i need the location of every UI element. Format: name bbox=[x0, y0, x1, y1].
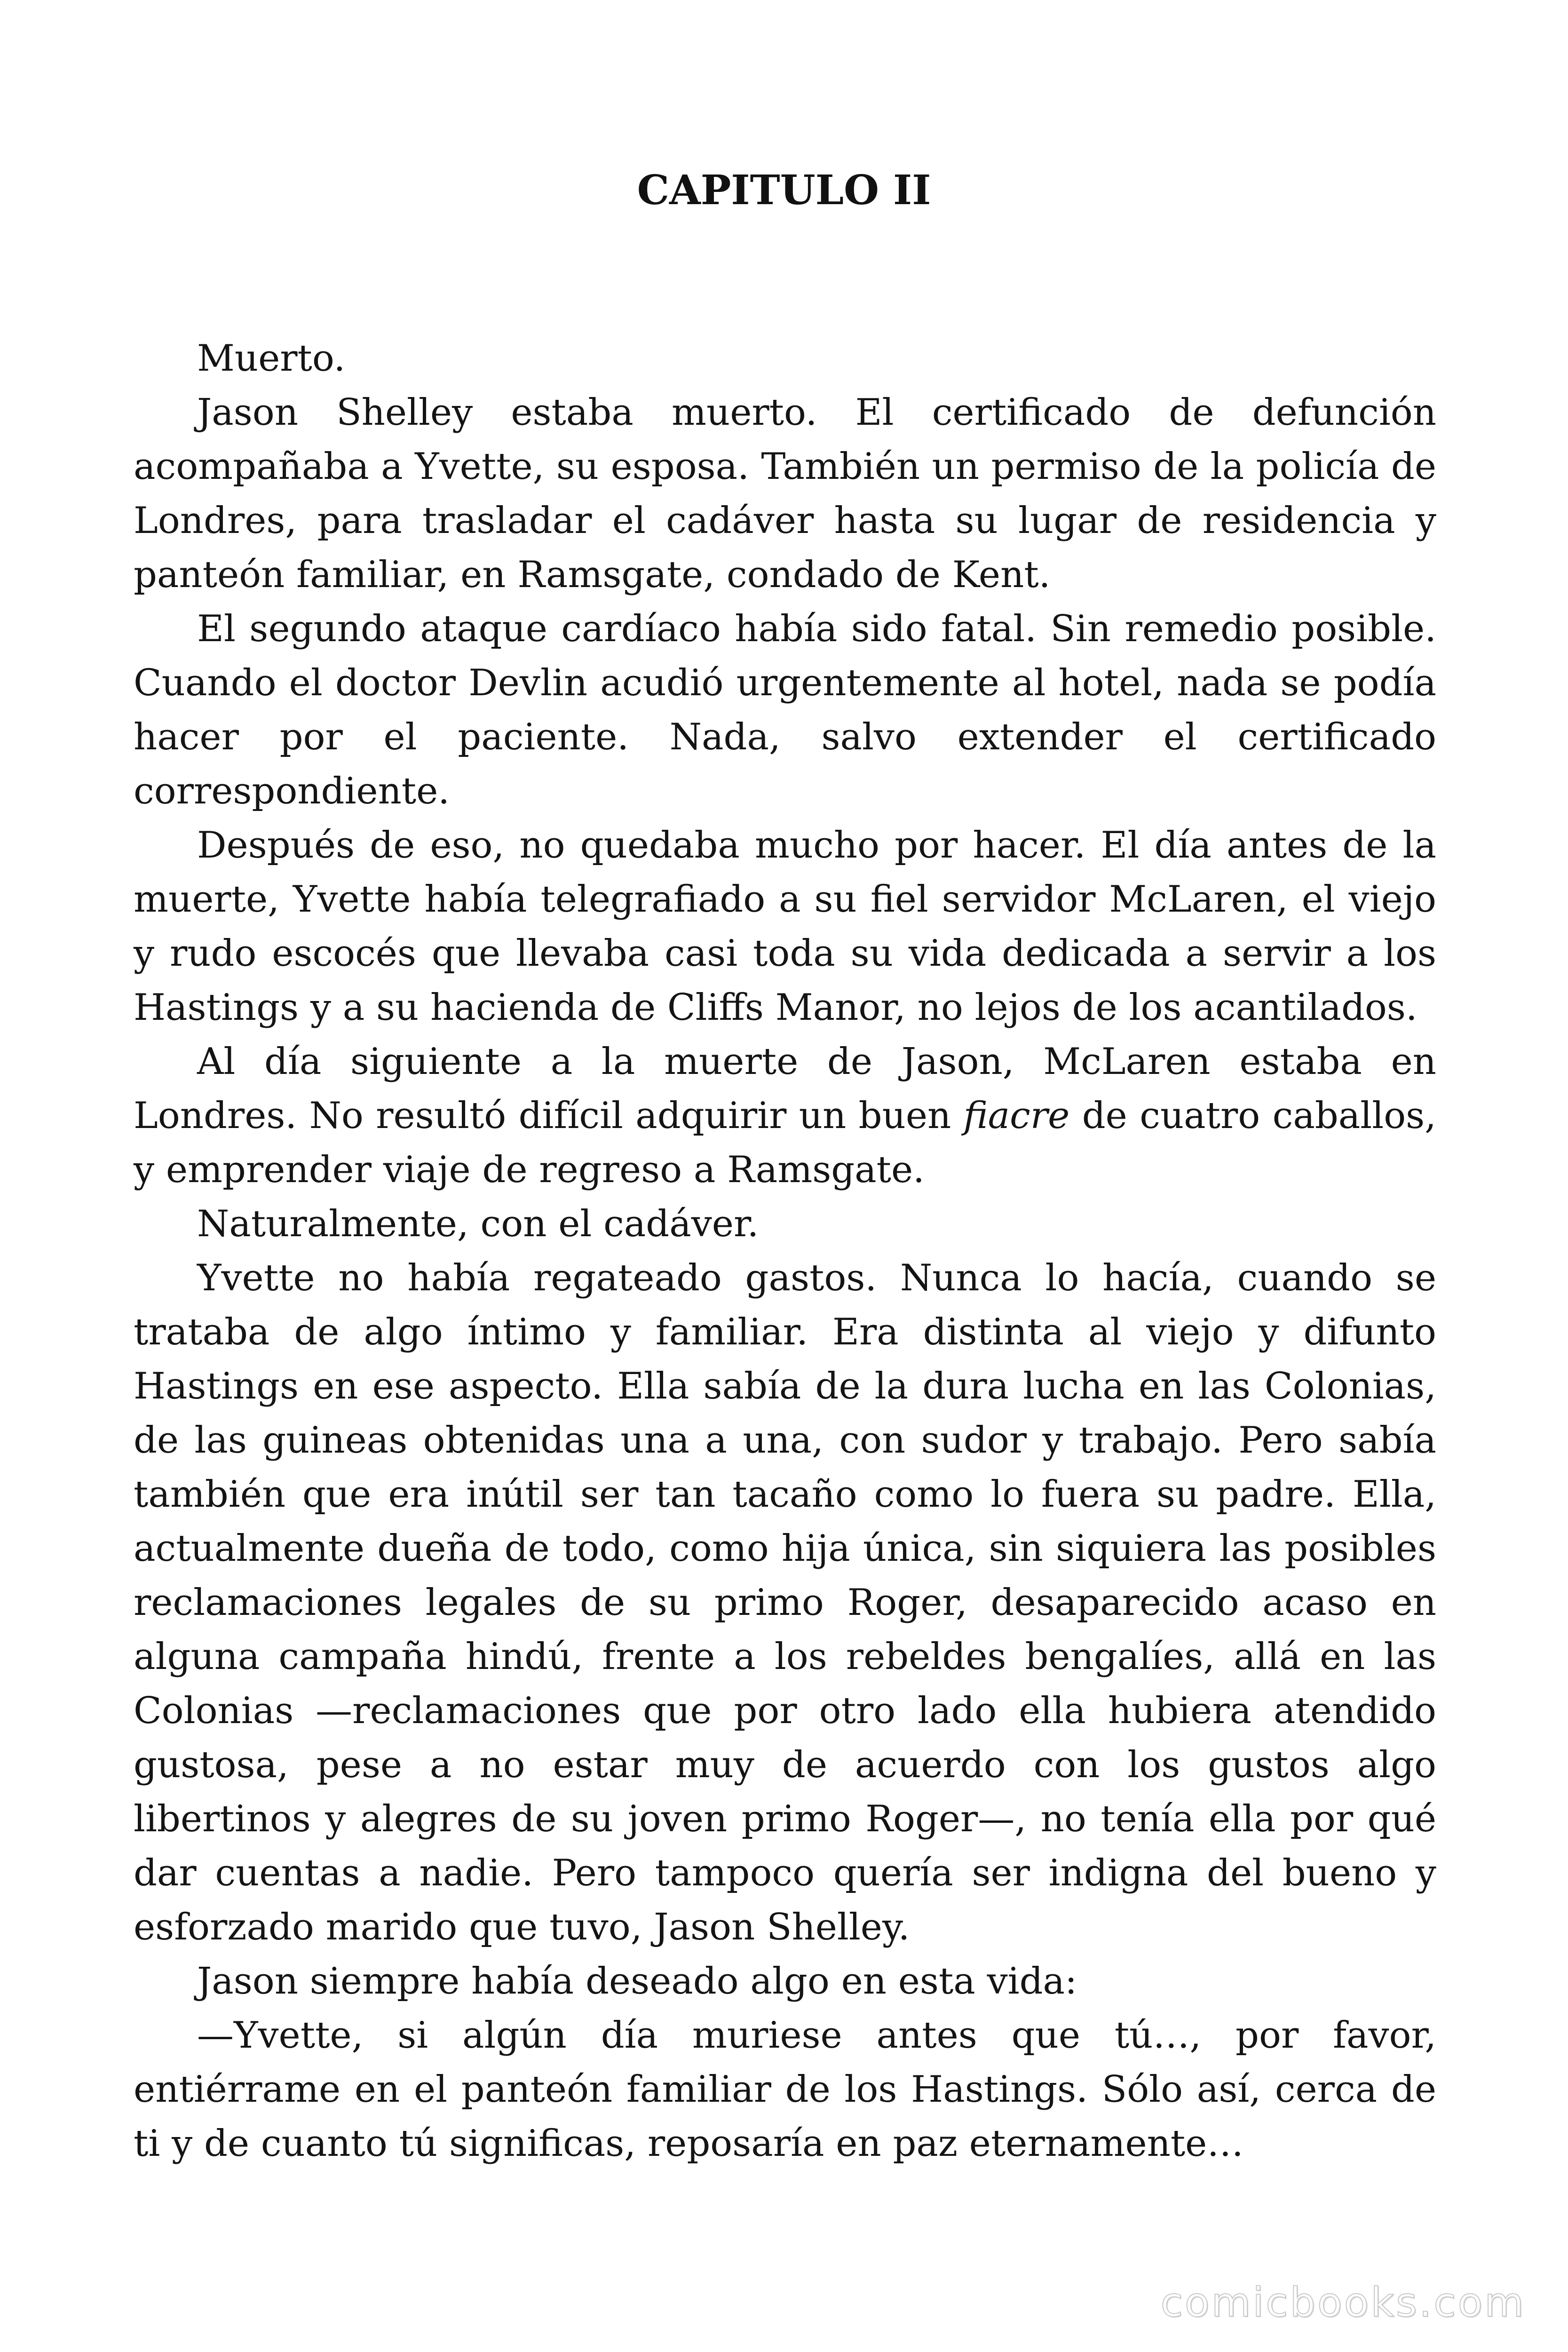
paragraph-9: —Yvette, si algún día muriese antes que tú…, por favor, entiérrame en el panteón familiar de los Hastings. Sólo así, cerca de ti y de cuanto tú significas, reposaría en paz eternamente… bbox=[134, 2014, 1436, 2165]
chapter-title: CAPITULO II bbox=[637, 167, 931, 214]
paragraph-5-text-a: Al día siguiente a la muerte de Jason, McLaren estaba en Londres. No resultó difícil adquirir un buen bbox=[134, 1041, 1436, 1137]
paragraph-3: El segundo ataque cardíaco había sido fatal. Sin remedio posible. Cuando el doctor Devlin acudió urgentemente al hotel, nada se podía hacer por el paciente. Nada, salvo extender el certificado correspondiente. bbox=[134, 608, 1436, 812]
paragraph-6: Naturalmente, con el cadáver. bbox=[197, 1203, 759, 1245]
chapter-body bbox=[134, 332, 1436, 2171]
paragraph-1: Muerto. bbox=[197, 337, 346, 380]
paragraph-2: Jason Shelley estaba muerto. El certificado de defunción acompañaba a Yvette, su esposa. También un permiso de la policía de Londres, para trasladar el cadáver hasta su lugar de residencia y panteón familiar, en Ramsgate, condado de Kent. bbox=[134, 391, 1436, 596]
paragraph-5-text-b: de cuatro caballos, y emprender viaje de regreso a Ramsgate. bbox=[134, 1095, 1436, 1191]
paragraph-4: Después de eso, no quedaba mucho por hacer. El día antes de la muerte, Yvette había telegrafiado a su fiel servidor McLaren, el viejo y rudo escocés que llevaba casi toda su vida dedicada a servir a los Hastings y a su hacienda de Cliffs Manor, no lejos de los acantilados. bbox=[134, 824, 1436, 1029]
paragraph-5 bbox=[134, 1035, 1436, 1197]
paragraph-7: Yvette no había regateado gastos. Nunca lo hacía, cuando se trataba de algo íntimo y familiar. Era distinta al viejo y difunto Hastings en ese aspecto. Ella sabía de la dura lucha en las Colonias, de las guineas obtenidas una a una, con sudor y trabajo. Pero sabía también que era inútil ser tan tacaño como lo fuera su padre. Ella, actualmente dueña de todo, como hija única, sin siquiera las posibles reclamaciones legales de su primo Roger, desaparecido acaso en alguna campaña hindú, frente a los rebeldes bengalíes, allá en las Colonias —reclamaciones que por otro lado ella hubiera atendido gustosa, pese a no estar muy de acuerdo con los gustos algo libertinos y alegres de su joven primo Roger—, no tenía ella por qué dar cuentas a nadie. Pero tampoco quería ser indigna del bueno y esforzado marido que tuvo, Jason Shelley. bbox=[134, 1257, 1436, 1948]
paragraph-5-italic-word: fiacre bbox=[963, 1095, 1070, 1137]
watermark-text: comicbooks.com bbox=[1160, 2279, 1526, 2326]
paragraph-8: Jason siempre había deseado algo en esta vida: bbox=[197, 1960, 1077, 2002]
